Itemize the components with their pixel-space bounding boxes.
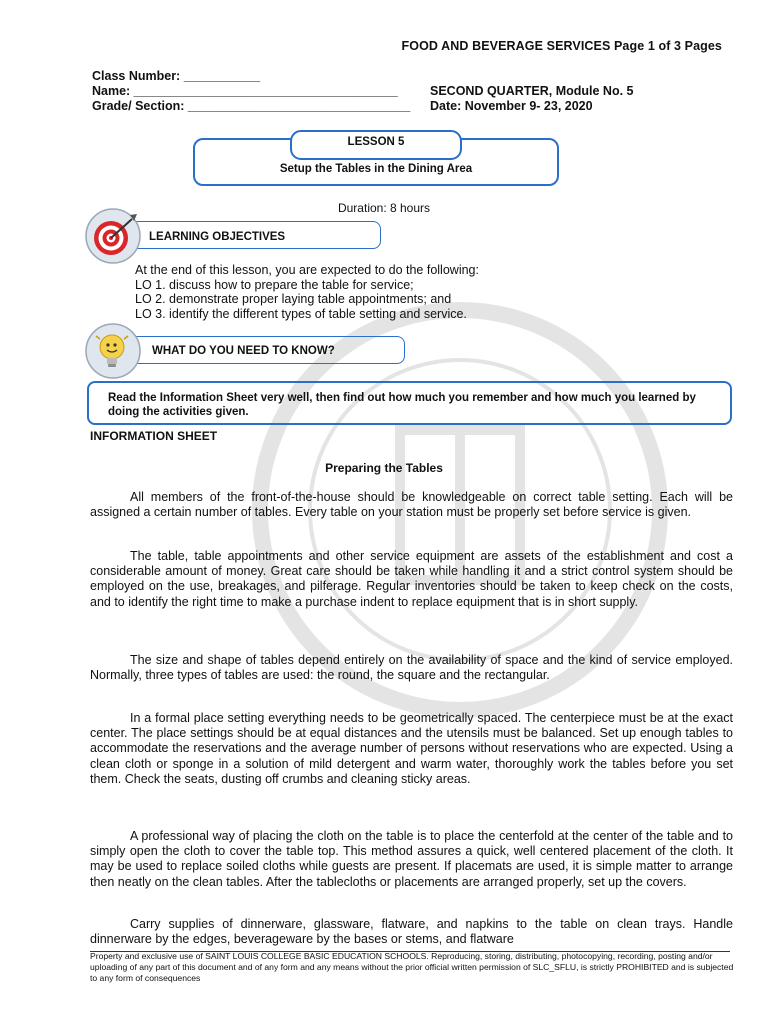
target-icon <box>84 207 142 265</box>
class-number-field: Class Number: ___________ <box>92 69 261 83</box>
quarter-module: SECOND QUARTER, Module No. 5 <box>430 84 634 98</box>
paragraph: A professional way of placing the cloth on the table is to place the centerfold at the center of the table and to simply open the cloth to cover the table top. This method assures a quick, well centered placement of the cloth. It may be used to replace soiled cloths while guests are present. If placemats are used, it is simple matter to arrange then neatly on the clean tables. After the tablecloths or placements are arranged properly, set up the covers. <box>90 829 733 889</box>
lesson-title: Setup the Tables in the Dining Area <box>279 163 473 175</box>
objective-lo1: LO 1. discuss how to prepare the table for service; <box>135 277 414 292</box>
objectives-intro: At the end of this lesson, you are expected to do the following: <box>135 263 479 277</box>
lesson-number: LESSON 5 <box>347 136 405 148</box>
objective-lo2: LO 2. demonstrate proper laying table appointments; and <box>135 292 452 306</box>
grade-section-field: Grade/ Section: ________________________________ <box>92 99 411 113</box>
section-title: Preparing the Tables <box>325 461 443 475</box>
information-sheet-heading: INFORMATION SHEET <box>90 429 218 443</box>
paragraph: Carry supplies of dinnerware, glassware, flatware, and napkins to the table on clean trays. Handle dinnerware by the edges, beverageware by the bases or stems, and flatware <box>90 917 733 947</box>
learning-objectives-heading: LEARNING OBJECTIVES <box>149 231 286 243</box>
need-to-know-heading: WHAT DO YOU NEED TO KNOW? <box>152 345 335 357</box>
instruction-text: Read the Information Sheet very well, then find out how much you remember and how much you learned by doing the activities given. <box>108 392 696 418</box>
copyright-footer: Property and exclusive use of SAINT LOUIS COLLEGE BASIC EDUCATION SCHOOLS. Reproducing, storing, distributing, photocopying, recording, posting and/or uploading of any part of this document and of any form and any means without the prior official written permission of SLC_SFLU, is strictly PROHIBITED and is subjected to any form of consequences <box>90 951 734 983</box>
duration: Duration: 8 hours <box>337 201 431 215</box>
name-field: Name: ______________________________________ <box>92 84 398 98</box>
paragraph: The table, table appointments and other service equipment are assets of the establishment and cost a considerable amount of money. Great care should be taken while handling it and a strict control system should be employed on the use, breakages, and pilferage. Regular inventories should be taken to keep check on the costs, and to identify the right time to make a purchase indent to replace equipment that is in short supply. <box>90 549 733 609</box>
objective-lo3: LO 3. identify the different types of table setting and service. <box>135 306 467 321</box>
lightbulb-icon <box>84 322 142 380</box>
paragraph: In a formal place setting everything needs to be geometrically spaced. The centerpiece must be at the exact center. The place settings should be at equal distances and the utensils must be balanced. Set up enough tables to accommodate the reservations and the average number of persons without reservations who are expected. Using a clean cloth or sponge in a solution of mild detergent and warm water, thoroughly work the tables before you set them. Check the seats, dusting off crumbs and cleaning sticky areas. <box>90 711 733 786</box>
paragraph: The size and shape of tables depend entirely on the availability of space and the kind of service employed. Normally, three types of tables are used: the round, the square and the rectangular. <box>90 653 733 683</box>
paragraph: All members of the front-of-the-house should be knowledgeable on correct table setting. Each will be assigned a certain number of tables. Every table on your station must be properly set before service is given. <box>90 490 733 520</box>
page-header-title: FOOD AND BEVERAGE SERVICES Page 1 of 3 Pages <box>401 39 722 53</box>
date-range: Date: November 9- 23, 2020 <box>430 99 593 113</box>
